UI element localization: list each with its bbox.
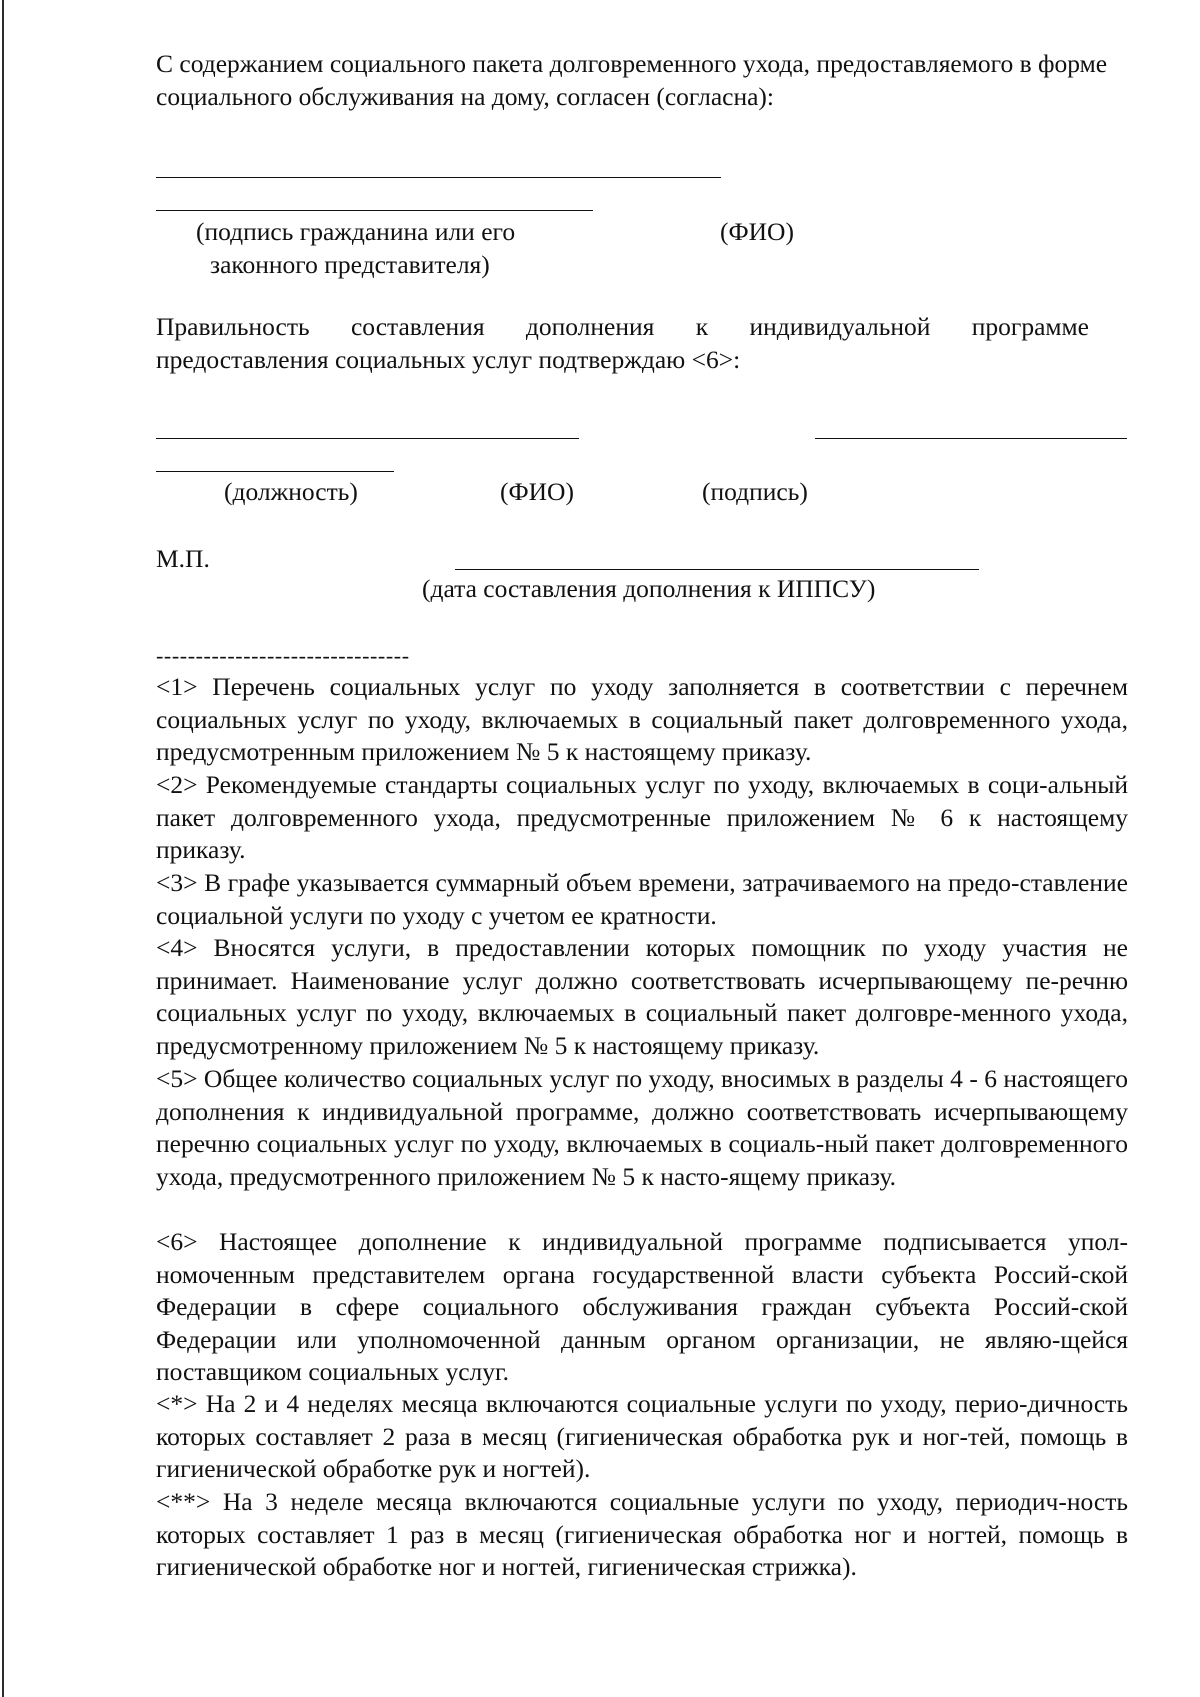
footnote-separator: -------------------------------- — [156, 643, 410, 668]
confirmation-position-line — [156, 438, 579, 439]
page-left-edge — [2, 0, 4, 1697]
footnote-2: <2> Рекомендуемые стандарты социальных услуг по уходу, включаемых в соци-альный пакет долговременного ухода, предусмотренные приложением № 6 к настоящему приказу. — [156, 770, 1128, 865]
signature-caption-line1: (подпись гражданина или его — [196, 217, 516, 246]
consent-signature-line — [156, 177, 721, 178]
confirmation-fio-line — [156, 471, 394, 472]
position-caption: (должность) — [224, 477, 358, 506]
footnote-6: <6> Настоящее дополнение к индивидуальной программе подписывается упол-номоченным представителем органа государственной власти субъекта Россий-ской Федерации в сфере социального обслуживания граждан субъекта Россий-ской Федерации или уполномоченной данным органом организации, не являю-щейся поставщиком социальных услуг. — [156, 1227, 1128, 1387]
consent-fio-line — [156, 210, 593, 211]
consent-text: С содержанием социального пакета долговременного ухода, предоставляемого в форме социального обслуживания на дому, согласен (согласна): — [156, 49, 1108, 111]
confirmation-signature-line — [815, 438, 1127, 439]
confirmation-text: Правильность составления дополнения к индивидуальной программе предоставления социальных услуг подтверждаю <6>: — [156, 312, 1089, 374]
footnote-5: <5> Общее количество социальных услуг по уходу, вносимых в разделы 4 - 6 настоящего дополнения к индивидуальной программе, должно соответствовать исчерпывающему перечню социальных услуг по уходу, включаемых в социаль-ный пакет долговременного ухода, предусмотренного приложением № 5 к насто-ящему приказу. — [156, 1064, 1128, 1191]
footnote-double-asterisk: <**> На 3 неделе месяца включаются социальные услуги по уходу, периодич-ность которых составляет 1 раз в месяц (гигиеническая обработка ног и ногтей, помощь в гигиенической обработке ног и ногтей, гигиеническая стрижка). — [156, 1487, 1128, 1582]
date-line — [455, 569, 979, 570]
consent-fio-caption: (ФИО) — [720, 217, 794, 246]
confirmation-fio-caption: (ФИО) — [500, 477, 574, 506]
footnote-4: <4> Вносятся услуги, в предоставлении которых помощник по уходу участия не принимает. Наименование услуг должно соответствовать исчерпывающему пе-речню социальных услуг по уходу, включаемых в социальный пакет долговре-менного ухода, предусмотренному приложением № 5 к настоящему приказу. — [156, 933, 1128, 1060]
date-caption: (дата составления дополнения к ИППСУ) — [422, 574, 876, 603]
signature-caption-line2: законного представителя) — [210, 250, 490, 279]
footnote-1: <1> Перечень социальных услуг по уходу заполняется в соответствии с перечнем социальных услуг по уходу, включаемых в социальный пакет долговременного ухода, предусмотренным приложением № 5 к настоящему приказу. — [156, 672, 1128, 767]
footnote-asterisk: <*> На 2 и 4 неделях месяца включаются социальные услуги по уходу, перио-дичность которых составляет 2 раза в месяц (гигиеническая обработка рук и ног-тей, помощь в гигиенической обработке рук и ногтей). — [156, 1389, 1128, 1484]
stamp-label: М.П. — [156, 544, 210, 573]
footnote-3: <3> В графе указывается суммарный объем времени, затрачиваемого на предо-ставление социальной услуги по уходу с учетом ее кратности. — [156, 868, 1128, 930]
confirmation-signature-caption: (подпись) — [702, 477, 808, 506]
